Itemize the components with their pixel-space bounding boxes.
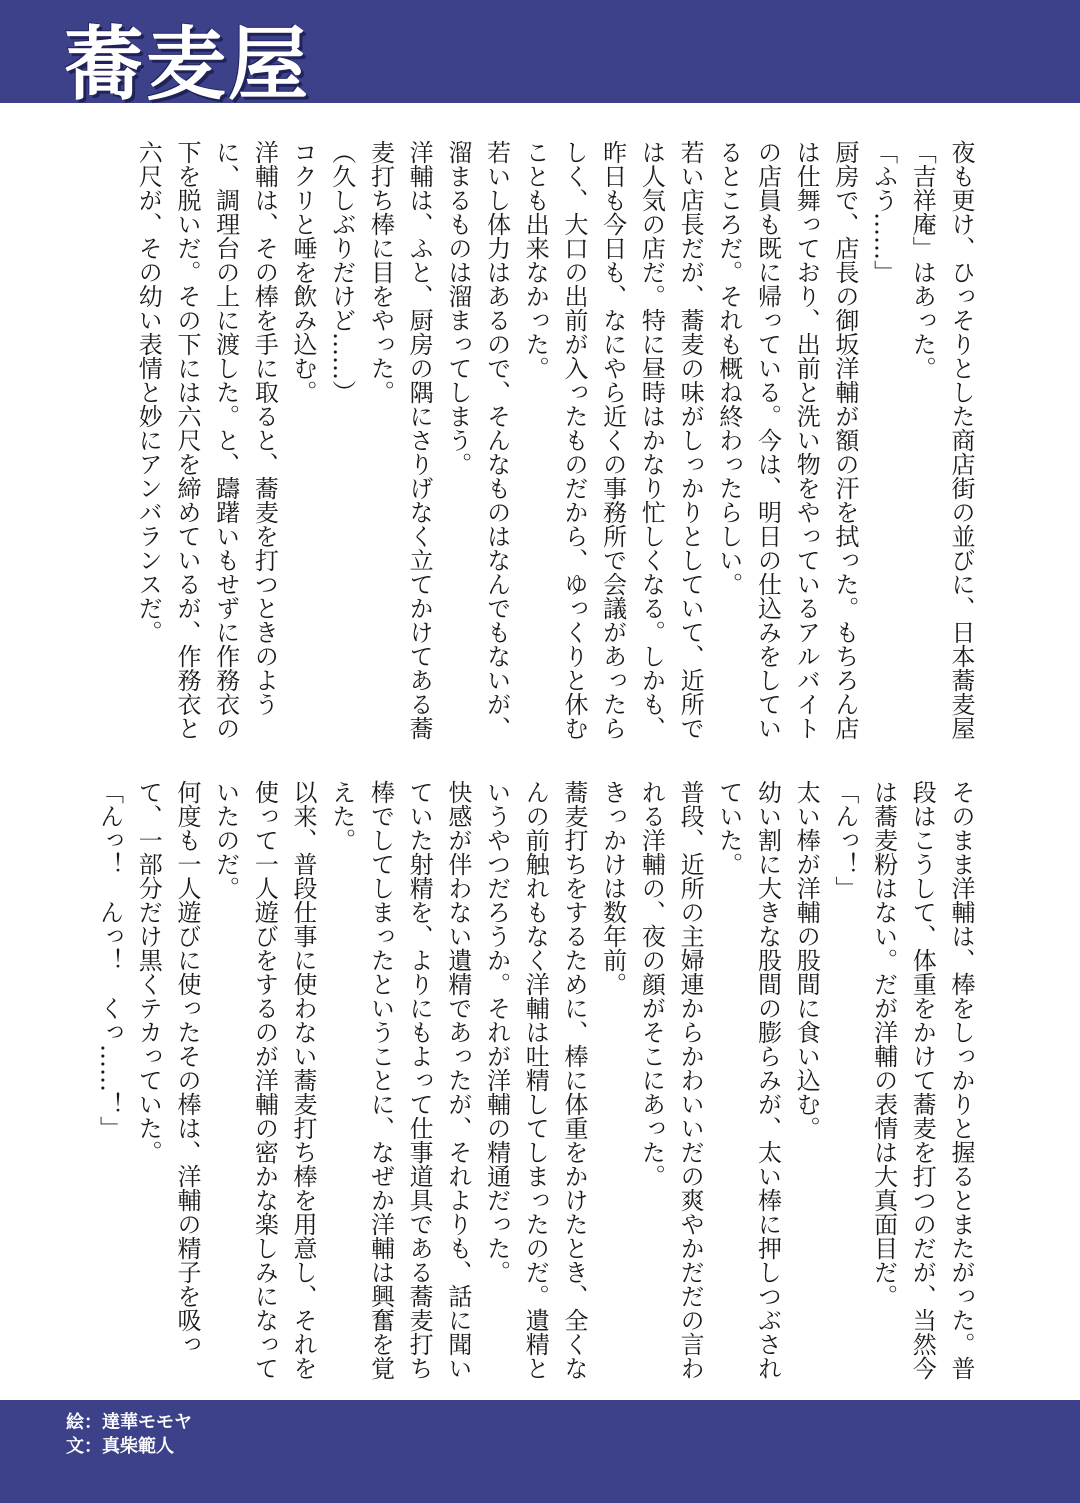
paragraph: （久しぶりだけど……）: [327, 140, 356, 404]
credit-text: 文：真柴範人: [66, 1436, 174, 1457]
paragraph: 幼い割に大きな股間の膨らみが、太い棒に押しつぶされていた。: [714, 780, 782, 1380]
paragraph: 何度も一人遊びに使ったその棒は、洋輔の精子を吸って、一部分だけ黒くテカっていた。: [134, 780, 201, 1356]
paragraph: 快感が伴わない遺精であったが、それよりも、話に聞いていた射精を、よりにもよって仕事道具である蕎麦打ち棒でしてしまったということに、なぜか洋輔は興奮を覚えた。: [327, 780, 472, 1380]
story-section-bottom: [95, 780, 980, 1390]
paragraph: 洋輔は、その棒を手に取ると、蕎麦を打つときのように、調理台の上に渡した。と、躊躇いもせずに作務衣の下を脱いだ。その下には六尺を締めているが、作務衣と六尺が、その幼い表情と妙にアンバランスだ。: [134, 140, 279, 740]
paragraph: 洋輔は、ふと、厨房の隅にさりげなく立てかけてある蕎麦打ち棒に目をやった。: [366, 140, 434, 740]
credit-illustration: 絵：達華モモヤ: [66, 1412, 192, 1433]
page-title: 蕎麦屋: [64, 17, 310, 111]
paragraph: 「ふう……」: [869, 140, 898, 284]
paragraph: きっかけは数年前。: [598, 780, 627, 996]
paragraph: 普段、近所の主婦連からかわいいだの爽やかだだの言われる洋輔の、夜の顔がそこにあった。: [637, 780, 705, 1380]
header-band: [0, 0, 1080, 111]
paragraph: 夜も更け、ひっそりとした商店街の並びに、日本蕎麦屋「吉祥庵」はあった。: [908, 140, 975, 740]
paragraph: 以来、普段仕事に使わない蕎麦打ち棒を用意し、それを使って一人遊びをするのが洋輔の密かな楽しみになっていたのだ。: [211, 780, 318, 1380]
paragraph: 蕎麦打ちをするために、棒に体重をかけたとき、全くなんの前触れもなく洋輔は吐精してしまったのだ。遺精というやつだろうか。それが洋輔の精通だった。: [482, 780, 588, 1380]
paragraph: 「んっ！」: [830, 780, 859, 900]
paragraph: 若いし体力はあるので、そんなものはなんでもないが、溜まるものは溜まってしまう。: [443, 140, 511, 740]
paragraph: 「んっ！ んっ！ くっ……！」: [95, 780, 124, 1140]
story-section-top: [95, 140, 980, 740]
paragraph: コクリと唾を飲み込む。: [289, 140, 318, 404]
paragraph: 厨房で、店長の御坂洋輔が額の汗を拭った。もちろん店は仕舞っており、出前と洗い物をやっているアルバイトの店員も既に帰っている。今は、明日の仕込みをしているところだ。それも概ね終わったらしい。: [714, 140, 859, 740]
paragraph: そのまま洋輔は、棒をしっかりと握るとまたがった。普段はこうして、体重をかけて蕎麦を打つのだが、当然今は蕎麦粉はない。だが洋輔の表情は大真面目だ。: [869, 780, 975, 1380]
story-body: [95, 140, 980, 1390]
paragraph: 太い棒が洋輔の股間に食い込む。: [792, 780, 821, 1140]
paragraph: 若い店長だが、蕎麦の味がしっかりとしていて、近所では人気の店だ。特に昼時はかなり忙しくなる。しかも、昨日も今日も、なにやら近くの事務所で会議があったらしく、大口の出前が入ったものだから、ゆっくりと休むことも出来なかった。: [521, 140, 705, 740]
